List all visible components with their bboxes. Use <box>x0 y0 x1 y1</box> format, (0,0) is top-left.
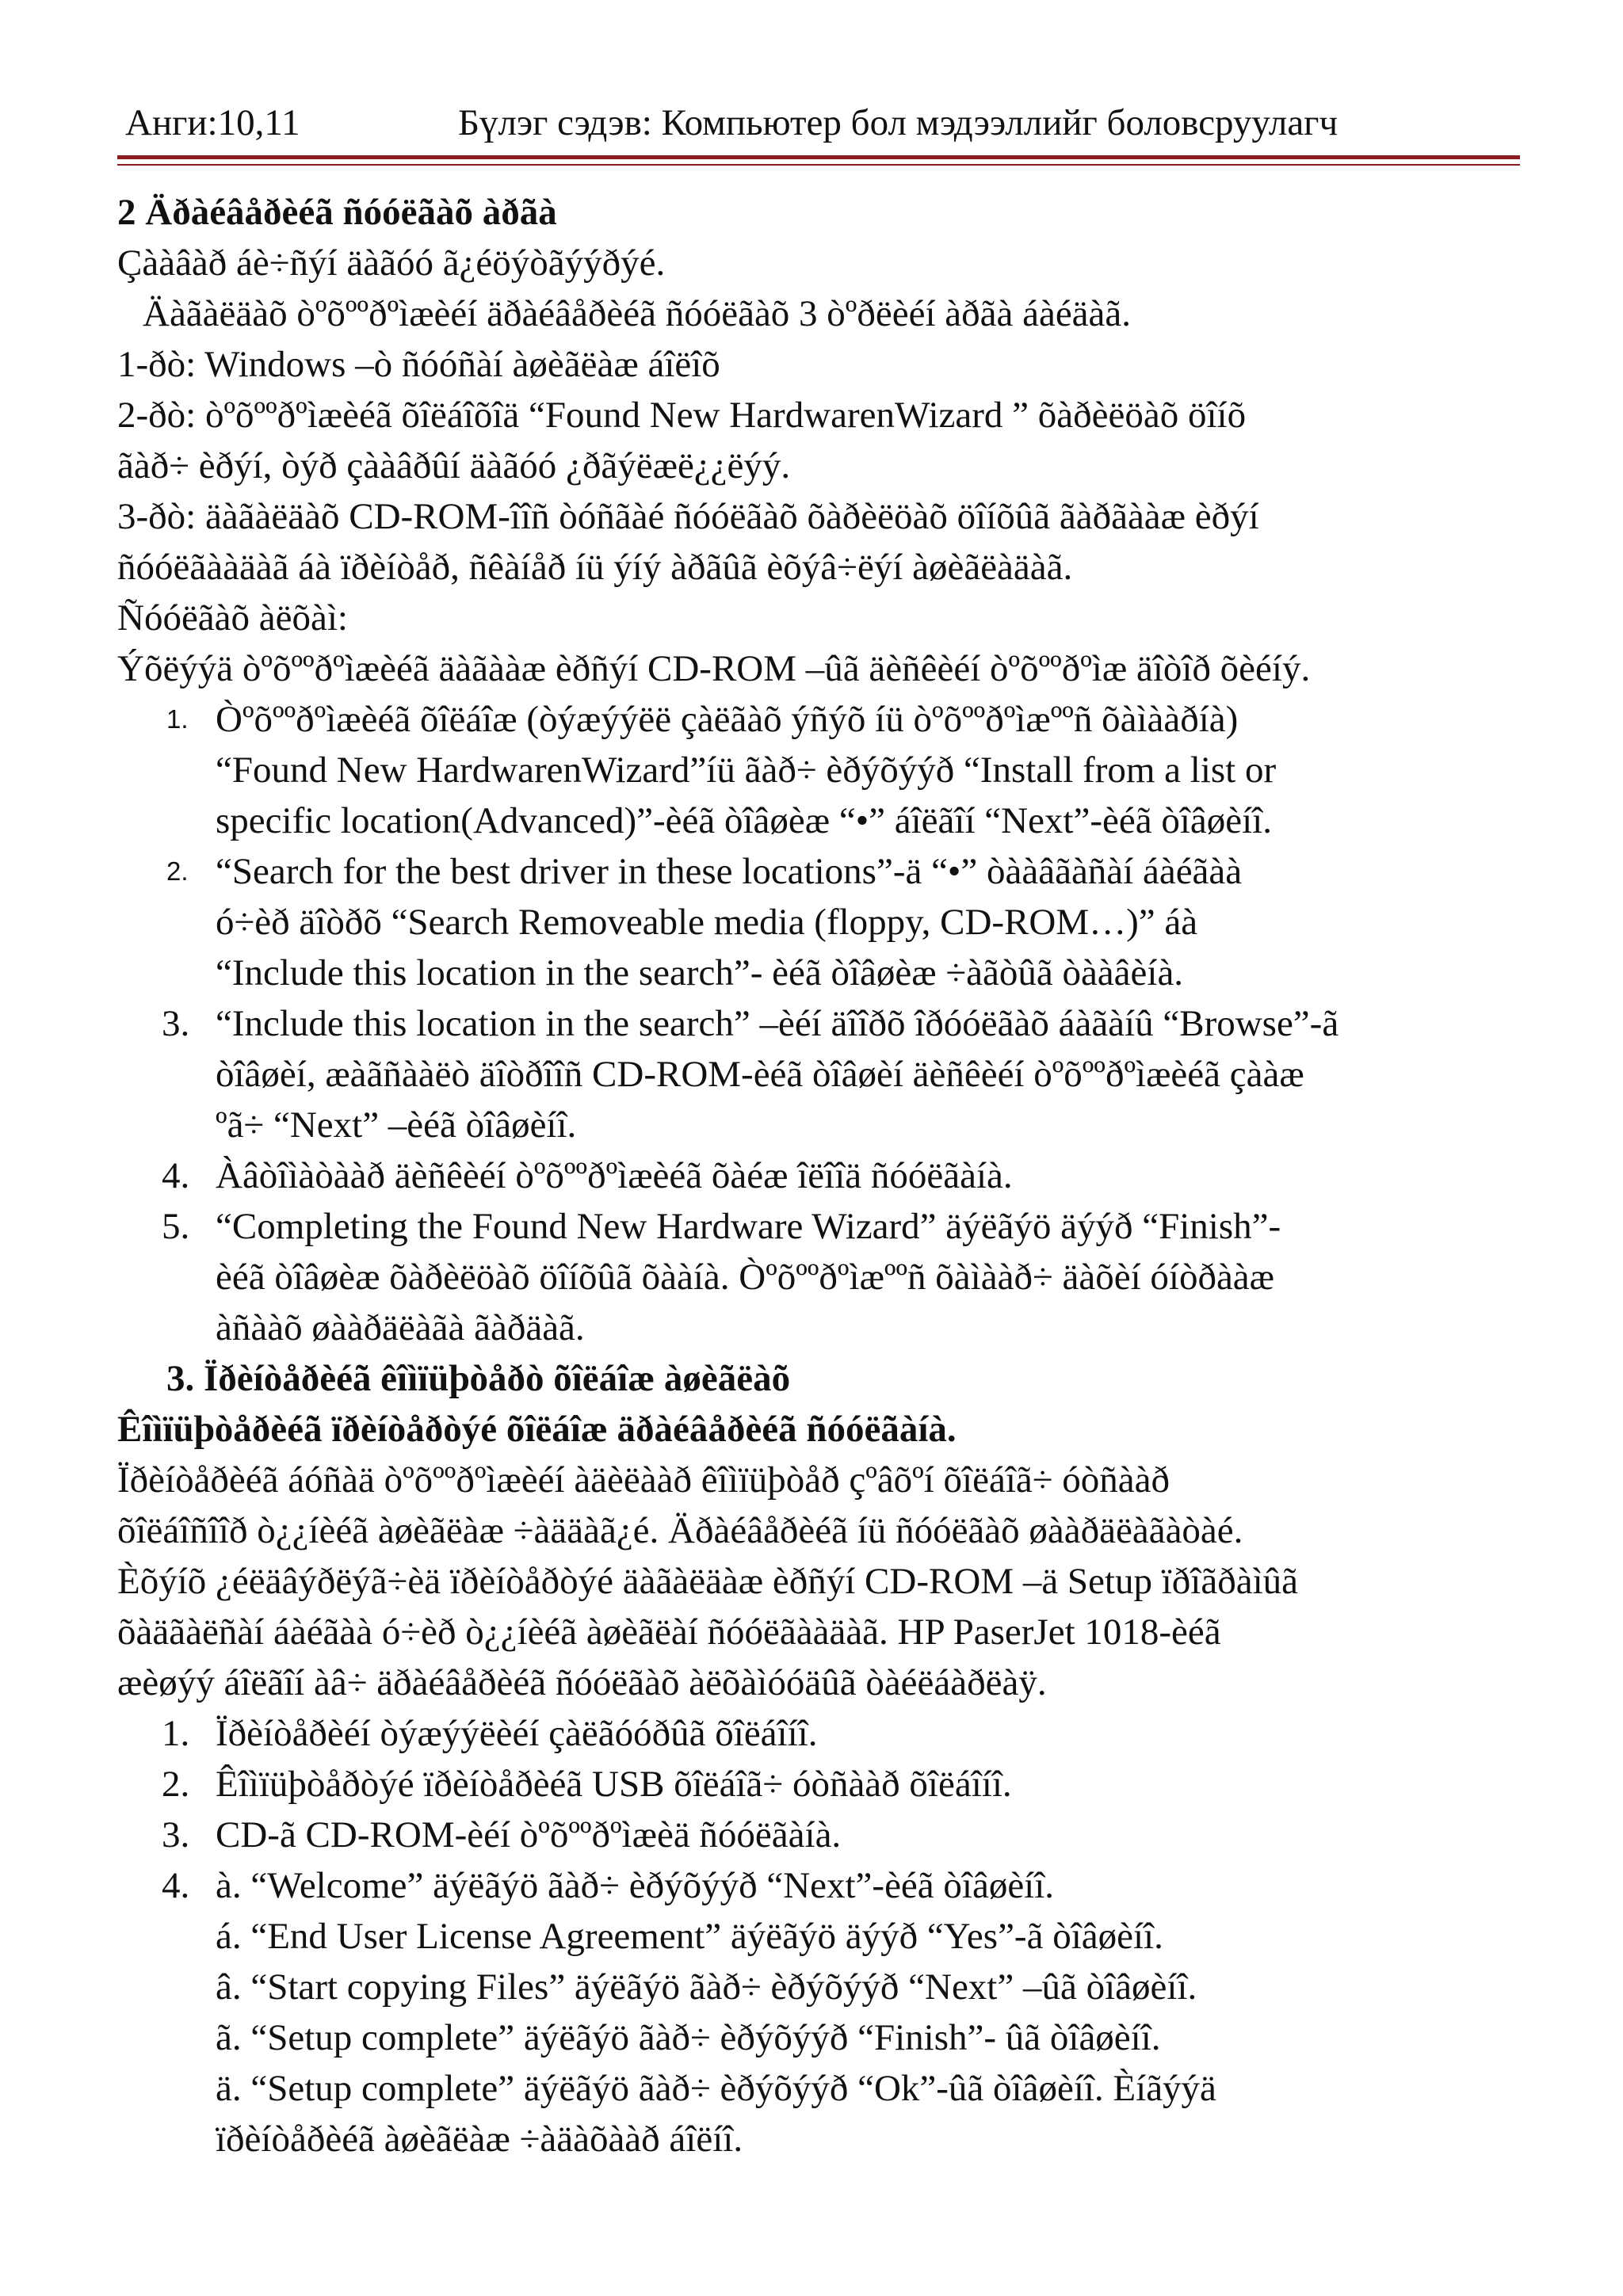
sub-step-line: ã. “Setup complete” äýëãýö ãàð÷ èðýõýýð “Finish”- ûã òîâøèíî. <box>216 2017 1161 2058</box>
list-marker: 3. <box>162 1003 190 1044</box>
list-item <box>117 1201 1520 1353</box>
paragraph-line: 2-ðò: òºõººðºìæèéã õîëáîõîä “Found New HardwarenWizard ” õàðèëöàõ öîíõ <box>117 395 1247 436</box>
page-header <box>117 93 1520 152</box>
paragraph-line: Çààâàð áè÷ñýí äàãóó ã¿éöýòãýýðýé. <box>117 242 666 284</box>
list-item-line: ó÷èð äîòðõ “Search Removeable media (floppy, CD-ROM…)” áà <box>216 902 1198 943</box>
list-marker: 4. <box>162 1155 190 1196</box>
sub-step-line: ä. “Setup complete” äýëãýö ãàð÷ èðýõýýð “Ok”-ûã òîâøèíî. Èíãýýä <box>216 2068 1216 2109</box>
section-3-subtitle: Êîìïüþòåðèéã ïðèíòåðòýé õîëáîæ äðàéâåðèéã ñóóëãàíà. <box>117 1409 957 1450</box>
list-item-line: òîâøèí, æàãñààëò äîòðîîñ CD-ROM-èéã òîâøèí äèñêèéí òºõººðºìæèéã çààæ <box>216 1054 1304 1095</box>
list-item-line: Ïðèíòåðèéí òýæýýëèéí çàëãóóðûã õîëáîíî. <box>216 1713 818 1754</box>
list-marker: 4. <box>162 1865 190 1906</box>
paragraph-line: õîëáîñîîð ò¿¿íèéã àøèãëàæ ÷àääàã¿é. Äðàéâåðèéã íü ñóóëãàõ øààðäëàãàòàé. <box>117 1510 1243 1551</box>
paragraph-line: ñóóëãààäàã áà ïðèíòåð, ñêàíåð íü ýíý àðãûã èõýâ÷ëýí àøèãëàäàã. <box>117 547 1073 588</box>
list-item-line: “Found New HardwarenWizard”íü ãàð÷ èðýõýýð “Install from a list or <box>216 749 1277 791</box>
list-item <box>117 1810 1520 1860</box>
printer-steps-list <box>117 1708 1520 2164</box>
list-item-line: “Include this location in the search” –èéí äîîðõ îðóóëãàõ áàãàíû “Browse”-ã <box>216 1003 1339 1044</box>
list-marker: 1. <box>166 704 189 734</box>
document-page <box>117 93 1520 2160</box>
list-item-line: Òºõººðºìæèéã õîëáîæ (òýæýýëë çàëãàõ ýñýõ íü òºõººðºìæººñ õàìààðíà) <box>216 699 1239 740</box>
list-item-line: “Include this location in the search”- èéã òîâøèæ ÷àãòûã òààâèíà. <box>216 952 1184 994</box>
document-body <box>117 187 1520 2164</box>
list-marker: 1. <box>162 1713 190 1754</box>
list-item <box>117 1860 1520 2164</box>
list-item-line: Êîìïüþòåðòýé ïðèíòåðèéã USB õîëáîã÷ óòñààð õîëáîíî. <box>216 1764 1012 1805</box>
list-item-line: “Completing the Found New Hardware Wizard” äýëãýö äýýð “Finish”- <box>216 1206 1281 1247</box>
header-grade: Анги:10,11 <box>125 102 300 143</box>
list-item <box>117 998 1520 1150</box>
sub-step-line: â. “Start copying Files” äýëãýö ãàð÷ èðýõýýð “Next” –ûã òîâøèíî. <box>216 1966 1197 2008</box>
paragraph-line: 1-ðò: Windows –ò ñóóñàí àøèãëàæ áîëîõ <box>117 344 720 385</box>
steps-heading: Ñóóëãàõ àëõàì: <box>117 597 348 639</box>
header-rule-thin <box>117 164 1520 166</box>
header-rule-thick <box>117 155 1520 159</box>
list-item-line: èéã òîâøèæ õàðèëöàõ öîíõûã õààíà. Òºõººðºìæººñ õàìààð÷ äàõèí óíòðààæ <box>216 1257 1275 1298</box>
list-item-line: ºã÷ “Next” –èéã òîâøèíî. <box>216 1104 577 1146</box>
section-2-title: 2 Äðàéâåðèéã ñóóëãàõ àðãà <box>117 192 557 233</box>
list-item <box>117 1150 1520 1201</box>
list-item-line: CD-ã CD-ROM-èéí òºõººðºìæèä ñóóëãàíà. <box>216 1814 842 1855</box>
header-topic: Бүлэг сэдэв: Компьютер бол мэдээллийг боловсруулагч <box>458 102 1338 143</box>
paragraph-line: õàäãàëñàí áàéãàà ó÷èð ò¿¿íèéã àøèãëàí ñóóëãààäàã. HP PaserJet 1018-èéã <box>117 1611 1221 1653</box>
paragraph-line: Èõýíõ ¿éëäâýðëýã÷èä ïðèíòåðòýé äàãàëäàæ èðñýí CD-ROM –ä Setup ïðîãðàìûã <box>117 1561 1299 1602</box>
list-item-line: Àâòîìàòààð äèñêèéí òºõººðºìæèéã õàéæ îëîîä ñóóëãàíà. <box>216 1155 1013 1196</box>
paragraph-line: Ïðèíòåðèéã áóñàä òºõººðºìæèéí àäèëààð êîìïüþòåð çºâõºí õîëáîã÷ óòñààð <box>117 1459 1170 1501</box>
list-item <box>117 846 1520 998</box>
list-marker: 2. <box>166 856 189 886</box>
list-item <box>117 694 1520 846</box>
list-marker: 3. <box>162 1814 190 1855</box>
paragraph-line: Äàãàëäàõ òºõººðºìæèéí äðàéâåðèéã ñóóëãàõ 3 òºðëèéí àðãà áàéäàã. <box>143 293 1132 334</box>
list-marker: 5. <box>162 1206 190 1247</box>
list-item <box>117 1759 1520 1810</box>
paragraph-line: 3-ðò: äàãàëäàõ CD-ROM-îîñ òóñãàé ñóóëãàõ õàðèëöàõ öîíõûã ãàðãààæ èðýí <box>117 496 1259 537</box>
list-item-line: “Search for the best driver in these locations”-ä “•” òààâãàñàí áàéãàà <box>216 851 1243 892</box>
list-item <box>117 1708 1520 1759</box>
paragraph-line: Ýõëýýä òºõººðºìæèéã äàãààæ èðñýí CD-ROM –ûã äèñêèéí òºõººðºìæ äîòîð õèéíý. <box>117 648 1311 689</box>
paragraph-line: ãàð÷ èðýí, òýð çààâðûí äàãóó ¿ðãýëæë¿¿ëýý. <box>117 445 791 486</box>
paragraph-line: æèøýý áîëãîí àâ÷ äðàéâåðèéã ñóóëãàõ àëõàìóóäûã òàéëáàðëàÿ. <box>117 1662 1047 1703</box>
list-marker: 2. <box>162 1764 190 1805</box>
install-steps-list-b <box>117 998 1520 1353</box>
section-3-title: 3. Ïðèíòåðèéã êîìïüþòåðò õîëáîæ àøèãëàõ <box>166 1358 791 1399</box>
install-steps-list-a <box>117 694 1520 998</box>
sub-step-line: á. “End User License Agreement” äýëãýö äýýð “Yes”-ã òîâøèíî. <box>216 1916 1163 1957</box>
list-item-line: àñààõ øààðäëàãà ãàðäàã. <box>216 1307 585 1348</box>
sub-step-line: ïðèíòåðèéã àøèãëàæ ÷àäàõààð áîëíî. <box>216 2119 743 2160</box>
list-item-line: specific location(Advanced)”-èéã òîâøèæ “•” áîëãîí “Next”-èéã òîâøèíî. <box>216 800 1272 841</box>
list-item-line: à. “Welcome” äýëãýö ãàð÷ èðýõýýð “Next”-èéã òîâøèíî. <box>216 1865 1055 1906</box>
